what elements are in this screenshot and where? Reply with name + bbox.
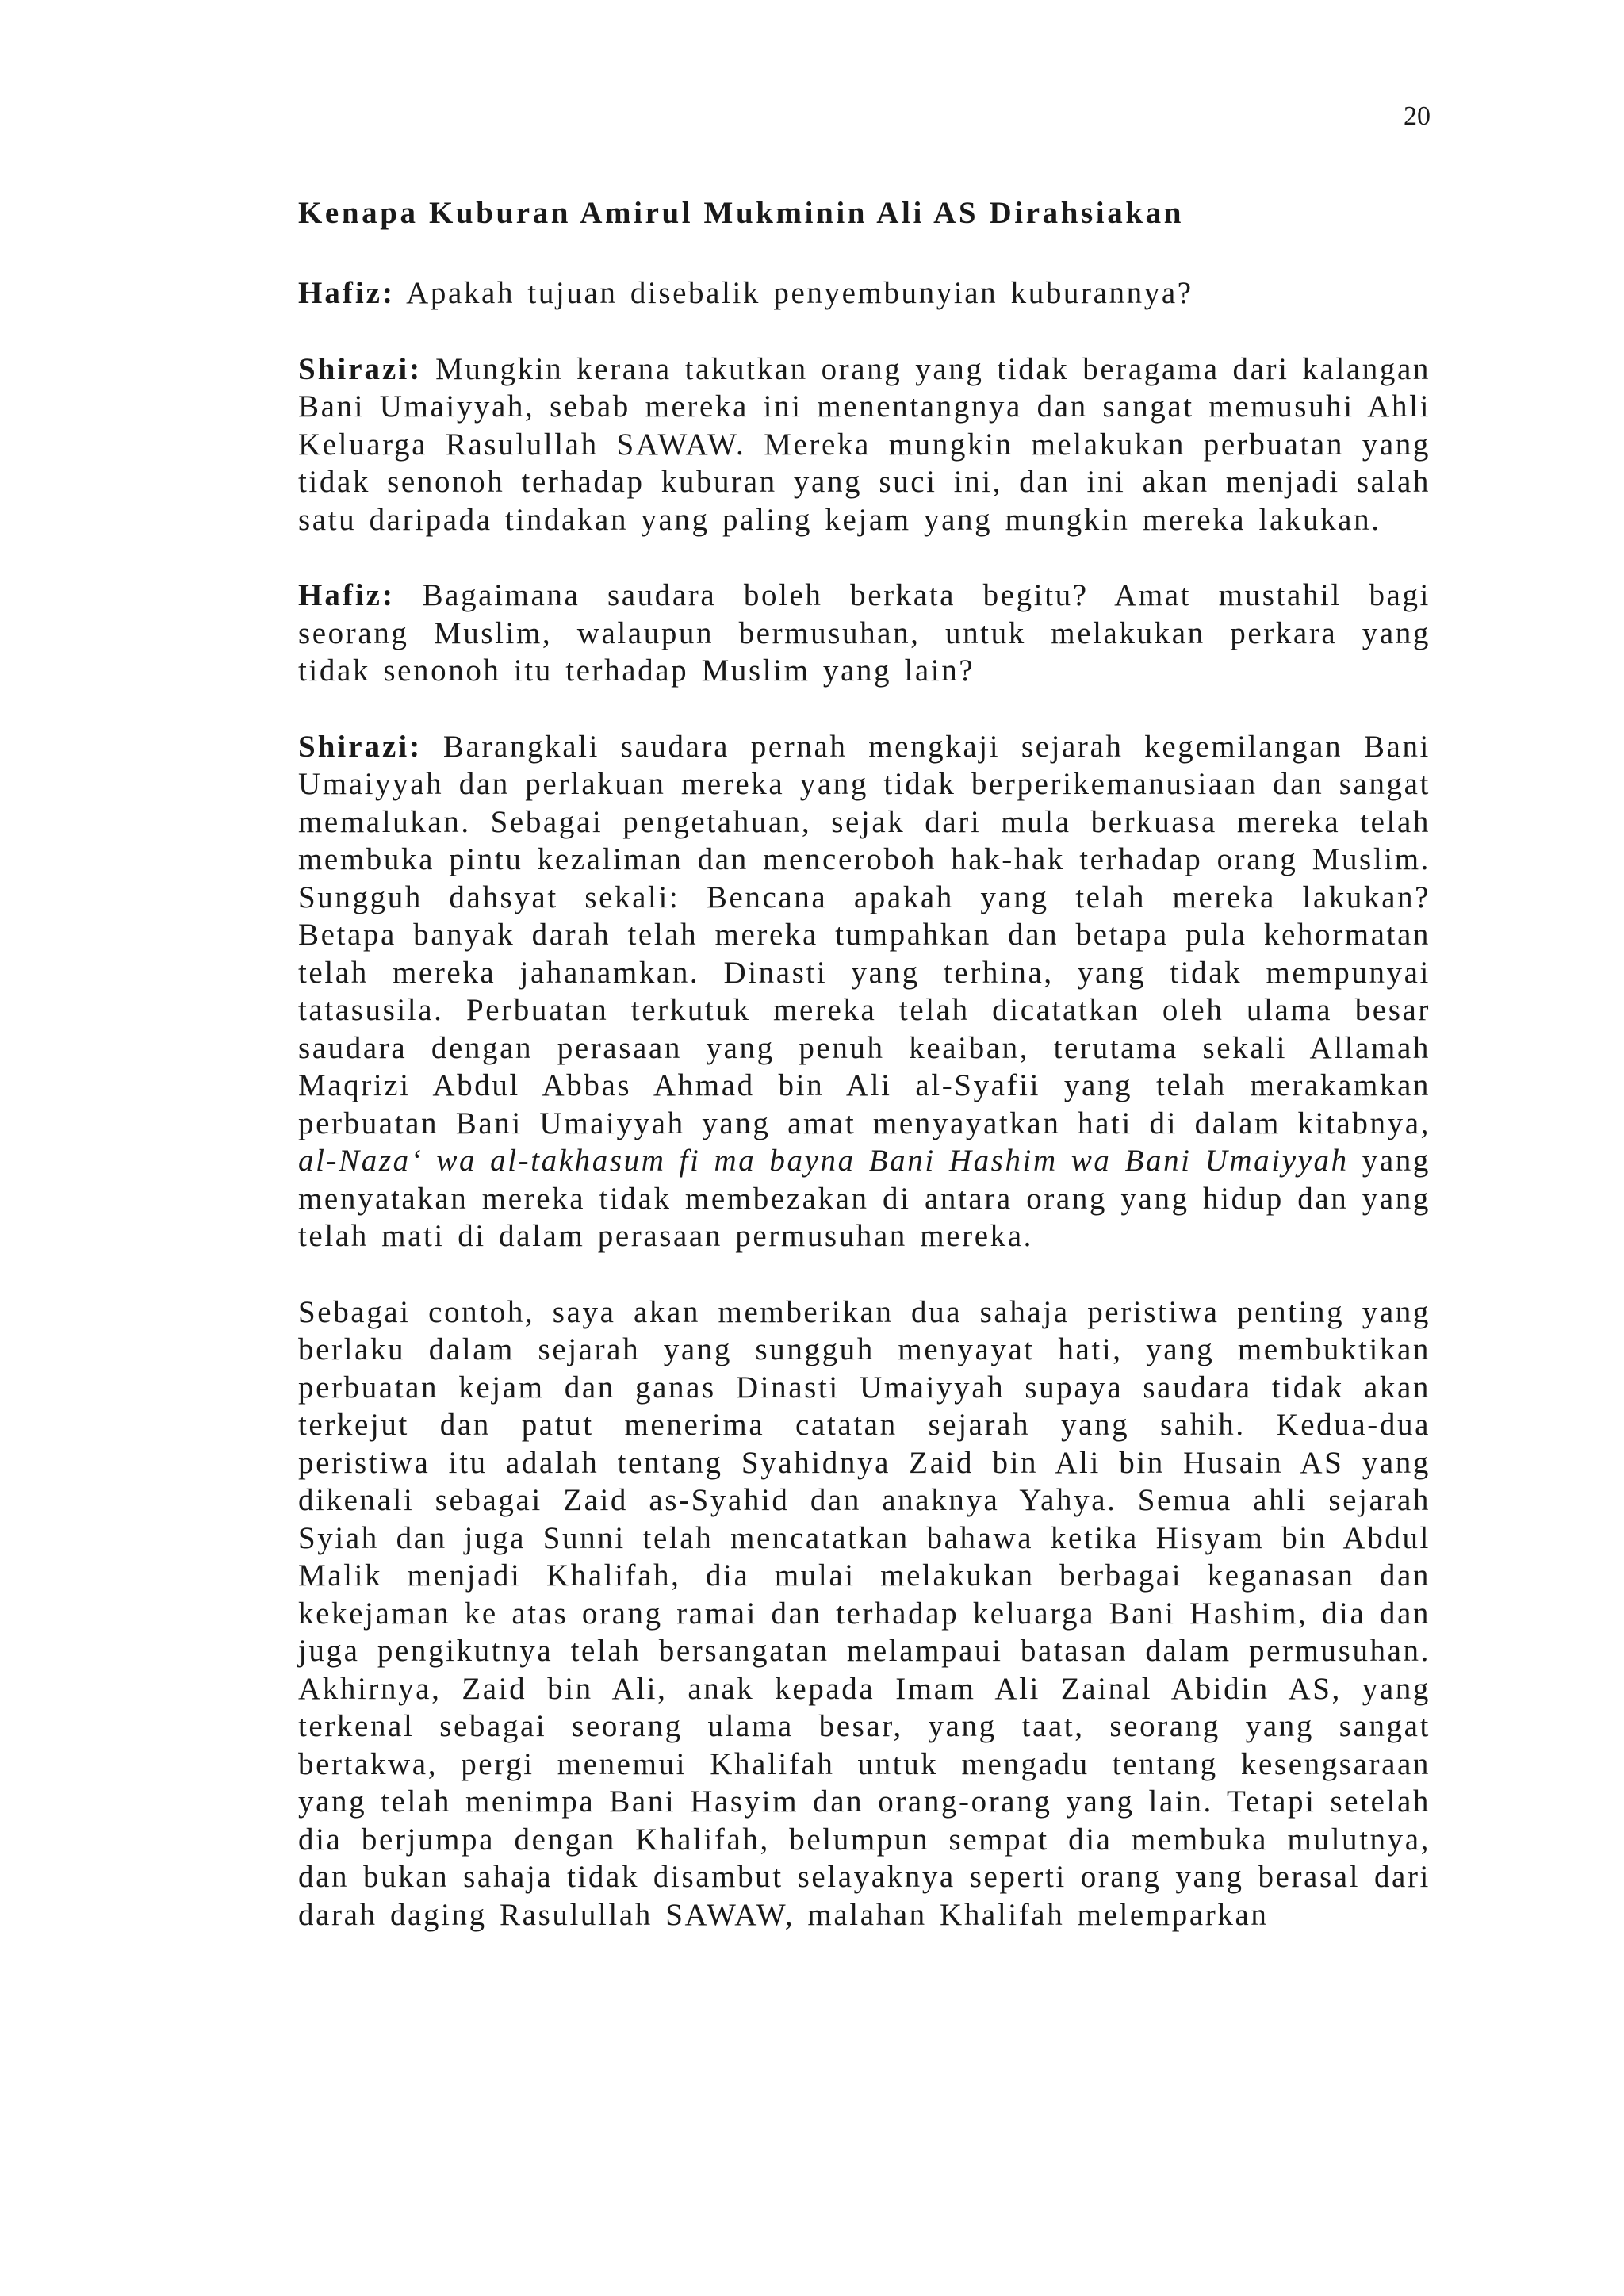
dialogue-paragraph-shirazi-2 xyxy=(298,728,1431,1255)
dialogue-text: Mungkin kerana takutkan orang yang tidak beragama dari kalangan Bani Umaiyyah, sebab mereka ini menentangnya dan sangat memusuhi Ahli Keluarga Rasulullah SAWAW. Mereka mungkin melakukan perbuatan yang tidak senonoh terhadap kuburan yang suci ini, dan ini akan menjadi salah satu daripada tindakan yang paling kejam yang mungkin mereka lakukan. xyxy=(298,351,1431,537)
speaker-label: Shirazi: xyxy=(298,351,423,386)
dialogue-text: Bagaimana saudara boleh berkata begitu? Amat mustahil bagi seorang Muslim, walaupun bermusuhan, untuk melakukan perkara yang tidak senonoh itu terhadap Muslim yang lain? xyxy=(298,578,1431,688)
dialogue-paragraph-shirazi-1 xyxy=(298,351,1431,539)
page-body xyxy=(298,190,1431,1972)
speaker-label: Hafiz: xyxy=(298,578,395,612)
speaker-label: Hafiz: xyxy=(298,276,395,310)
dialogue-text: Barangkali saudara pernah mengkaji sejarah kegemilangan Bani Umaiyyah dan perlakuan mereka yang tidak berperikemanusiaan dan sangat memalukan. Sebagai pengetahuan, sejak dari mula berkuasa mereka telah membuka pintu kezaliman dan menceroboh hak-hak terhadap orang Muslim. Sungguh dahsyat sekali: Bencana apakah yang telah mereka lakukan? Betapa banyak darah telah mereka tumpahkan dan betapa pula kehormatan telah mereka jahanamkan. Dinasti yang terhina, yang tidak mempunyai tatasusila. Perbuatan terkutuk mereka telah dicatatkan oleh ulama besar saudara dengan perasaan yang penuh keaiban, terutama sekali Allamah Maqrizi Abdul Abbas Ahmad bin Ali al-Syafii yang telah merakamkan perbuatan Bani Umaiyyah yang amat menyayatkan hati di dalam kitabnya xyxy=(298,729,1431,1140)
section-heading: Kenapa Kuburan Amirul Mukminin Ali AS Dirahsiakan xyxy=(298,196,1185,230)
book-title: , al-Naza‘ wa al-takhasum fi ma bayna Bani Hashim wa Bani Umaiyyah xyxy=(298,1106,1431,1178)
page-number: 20 xyxy=(1404,102,1431,131)
dialogue-paragraph-hafiz-2 xyxy=(298,577,1431,690)
dialogue-text: Apakah tujuan disebalik penyembunyian kuburannya? xyxy=(394,276,1193,310)
speaker-label: Shirazi: xyxy=(298,729,423,764)
body-paragraph: Sebagai contoh, saya akan memberikan dua sahaja peristiwa penting yang berlaku dalam sejarah yang sungguh menyayat hati, yang membuktikan perbuatan kejam dan ganas Dinasti Umaiyyah supaya saudara tidak akan terkejut dan patut menerima catatan sejarah yang sahih. Kedua-dua peristiwa itu adalah tentang Syahidnya Zaid bin Ali bin Husain AS yang dikenali sebagai Zaid as-Syahid dan anaknya Yahya. Semua ahli sejarah Syiah dan juga Sunni telah mencatatkan bahawa ketika Hisyam bin Abdul Malik menjadi Khalifah, dia mulai melakukan berbagai keganasan dan kekejaman ke atas orang ramai dan terhadap keluarga Bani Hashim, dia dan juga pengikutnya telah bersangatan melampaui batasan dalam permusuhan. Akhirnya, Zaid bin Ali, anak kepada Imam Ali Zainal Abidin AS, yang terkenal sebagai seorang ulama besar, yang taat, seorang yang sangat bertakwa, pergi menemui Khalifah untuk mengadu tentang kesengsaraan yang telah menimpa Bani Hasyim dan orang-orang yang lain. Tetapi setelah dia berjumpa dengan Khalifah, belumpun sempat dia membuka mulutnya, dan bukan sahaja tidak disambut selayaknya seperti orang yang berasal dari darah daging Rasulullah SAWAW, malahan Khalifah melemparkan xyxy=(298,1294,1431,1932)
dialogue-paragraph-hafiz-1 xyxy=(298,274,1431,312)
dialogue-text-continued: yang menyatakan mereka tidak membezakan di antara orang yang hidup dan yang telah mati di dalam perasaan permusuhan mereka. xyxy=(298,1144,1431,1253)
